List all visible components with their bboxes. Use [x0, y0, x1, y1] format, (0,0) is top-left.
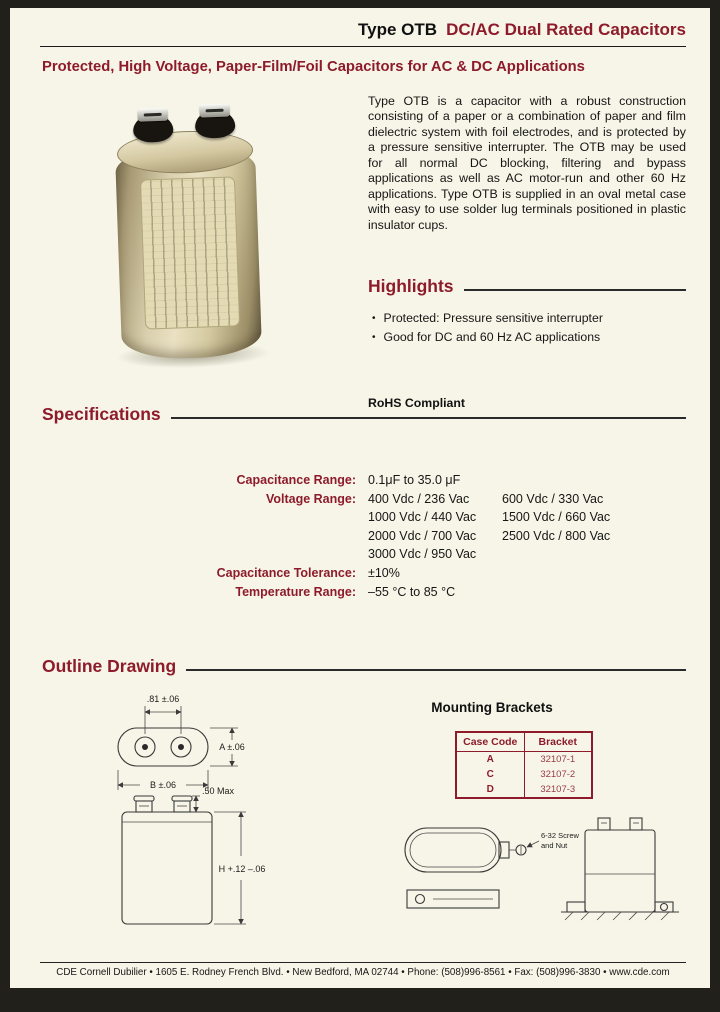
- rohs-compliant-label: RoHS Compliant: [368, 396, 466, 410]
- table-header-row: [457, 733, 591, 752]
- spec-label: Capacitance Tolerance:: [216, 565, 356, 580]
- flange-screw: [661, 904, 668, 911]
- mounting-hole: [416, 895, 425, 904]
- case-in-bracket-front: [585, 830, 655, 912]
- capacitor-can-body: [115, 144, 262, 361]
- highlight-item: [372, 330, 686, 345]
- specifications-rule: [171, 417, 686, 418]
- mounting-brackets-table: [455, 731, 593, 799]
- spec-value: ±10%: [368, 565, 400, 580]
- column-header-bracket: Bracket: [538, 736, 578, 748]
- terminal-lug-right: [174, 801, 190, 812]
- terminal-center-left: [142, 744, 148, 750]
- terminal-cap-left: [134, 796, 154, 801]
- spec-row: [42, 471, 686, 490]
- screw-note-line2: and Nut: [541, 841, 568, 850]
- terminal-lug-left: [136, 801, 152, 812]
- case-code-cell: C: [457, 767, 525, 782]
- page-border-right: [710, 0, 720, 1012]
- highlights-section-header: [368, 276, 686, 297]
- terminal-center-right: [178, 744, 184, 750]
- outline-drawing-rule: [186, 669, 686, 670]
- spec-value: –55 °C to 85 °C: [368, 584, 456, 599]
- specifications-title: Specifications: [42, 404, 161, 424]
- front-view: [122, 796, 212, 924]
- spec-value: 600 Vdc / 330 Vac: [502, 491, 604, 506]
- header-rule: [40, 46, 686, 47]
- spec-value: 3000 Vdc / 950 Vac: [368, 547, 477, 562]
- specifications-section-header: [42, 404, 686, 425]
- spec-value: 2500 Vdc / 800 Vac: [502, 528, 611, 543]
- outline-drawing-section-header: [42, 656, 686, 677]
- outline-drawing: [86, 688, 336, 950]
- bracket-strap: [410, 833, 496, 867]
- spec-label: [42, 527, 368, 546]
- spec-row: [42, 508, 686, 527]
- solder-lug-right: [199, 104, 229, 118]
- bracket-side-profile: [407, 890, 499, 908]
- highlights-title: Highlights: [368, 276, 454, 296]
- top-view: [118, 728, 208, 766]
- table-row: [457, 782, 591, 797]
- bracket-cell: 32107-2: [540, 769, 576, 780]
- dimension-h: [214, 812, 265, 924]
- lug-slot: [144, 113, 162, 117]
- case-front-view: [122, 812, 212, 924]
- page-border-top: [0, 0, 720, 8]
- capacitor-label: [140, 176, 240, 329]
- case-code-cell: A: [457, 752, 525, 767]
- highlight-text: • Good for DC and 60 Hz AC applications: [383, 330, 601, 344]
- dim-terminal-height-label: .50 Max: [202, 786, 235, 796]
- solder-lug-left: [137, 108, 167, 122]
- spec-value: 1500 Vdc / 660 Vac: [502, 510, 611, 525]
- intro-paragraph: Type OTB is a capacitor with a robust construction consisting of a paper or a combination of paper and film dielectric system with foil electrodes, and is protected by a pressure sensitive interrupter. The OTB may be used for all normal DC blocking, filtering and bypass applications as well as AC motor-run and other 60 Hz applications. Type OTB is supplied in an oval metal case with easy to use solder lug terminals positioned in plastic insulator cups.: [368, 94, 686, 232]
- bracket-flange-left: [567, 902, 585, 912]
- dim-a-label: A ±.06: [219, 742, 245, 752]
- bracket-top-view: [405, 828, 580, 872]
- page-title: [40, 20, 686, 40]
- lug-slot: [206, 109, 224, 113]
- dim-h-label: H +.12 –.06: [218, 864, 266, 874]
- spec-label: Voltage Range:: [265, 491, 356, 506]
- front-terminal-right: [630, 818, 642, 830]
- page-subtitle: Protected, High Voltage, Paper-Film/Foil Capacitors for AC & DC Applications: [42, 59, 585, 75]
- dimension-a: [210, 728, 245, 766]
- table-row: [457, 767, 591, 782]
- oval-case-top-view: [118, 728, 208, 766]
- specifications-table: [42, 471, 686, 601]
- screw-note-line1: 6-32 Screw: [541, 831, 579, 840]
- mounting-brackets-title: Mounting Brackets: [431, 700, 553, 715]
- outline-drawing-title: Outline Drawing: [42, 656, 177, 676]
- highlights-rule: [464, 289, 686, 290]
- footer-contact-line: CDE Cornell Dubilier • 1605 E. Rodney French Blvd. • New Bedford, MA 02744 • Phone: (508)996-8561 • Fax: (508)996-3830 • www.cde.com: [56, 967, 670, 978]
- spec-value: 0.1μF to 35.0 μF: [368, 473, 461, 487]
- spec-value: 1000 Vdc / 440 Vac: [368, 510, 477, 525]
- spec-label: Temperature Range:: [235, 584, 356, 599]
- bracket-cell: 32107-1: [540, 754, 576, 765]
- title-description: DC/AC Dual Rated Capacitors: [446, 20, 686, 39]
- case-code-cell: D: [457, 782, 525, 797]
- bracket-cell: 32107-3: [540, 784, 576, 795]
- front-terminal-left: [598, 818, 610, 830]
- spec-row: [42, 583, 686, 602]
- highlights-list: [372, 311, 686, 349]
- capacitor-photo: [105, 103, 272, 370]
- spec-value: 2000 Vdc / 700 Vac: [368, 528, 477, 543]
- spec-label: [42, 508, 368, 527]
- spec-row: [42, 490, 686, 509]
- dimension-b: [118, 770, 208, 790]
- mounting-bracket-drawings: [393, 812, 693, 952]
- spec-value: 400 Vdc / 236 Vac: [368, 491, 470, 506]
- dim-b-label: B ±.06: [150, 780, 176, 790]
- spec-row: [42, 564, 686, 583]
- column-header-case-code: Case Code: [457, 733, 525, 751]
- highlight-item: [372, 311, 686, 326]
- spec-label: [42, 545, 368, 564]
- type-name: Type OTB: [358, 20, 438, 39]
- table-row: [457, 752, 591, 767]
- dim-terminal-spacing-label: .81 ±.06: [146, 694, 180, 704]
- footer-rule: [40, 962, 686, 963]
- spec-row: [42, 527, 686, 546]
- page-border-left: [0, 0, 10, 1012]
- spec-row: [42, 545, 686, 564]
- spec-label: Capacitance Range:: [236, 473, 356, 487]
- page-border-bottom: [0, 988, 720, 1012]
- highlight-text: • Protected: Pressure sensitive interrupter: [383, 311, 603, 325]
- dimension-terminal-height: [192, 786, 235, 812]
- terminal-cap-right: [172, 796, 192, 801]
